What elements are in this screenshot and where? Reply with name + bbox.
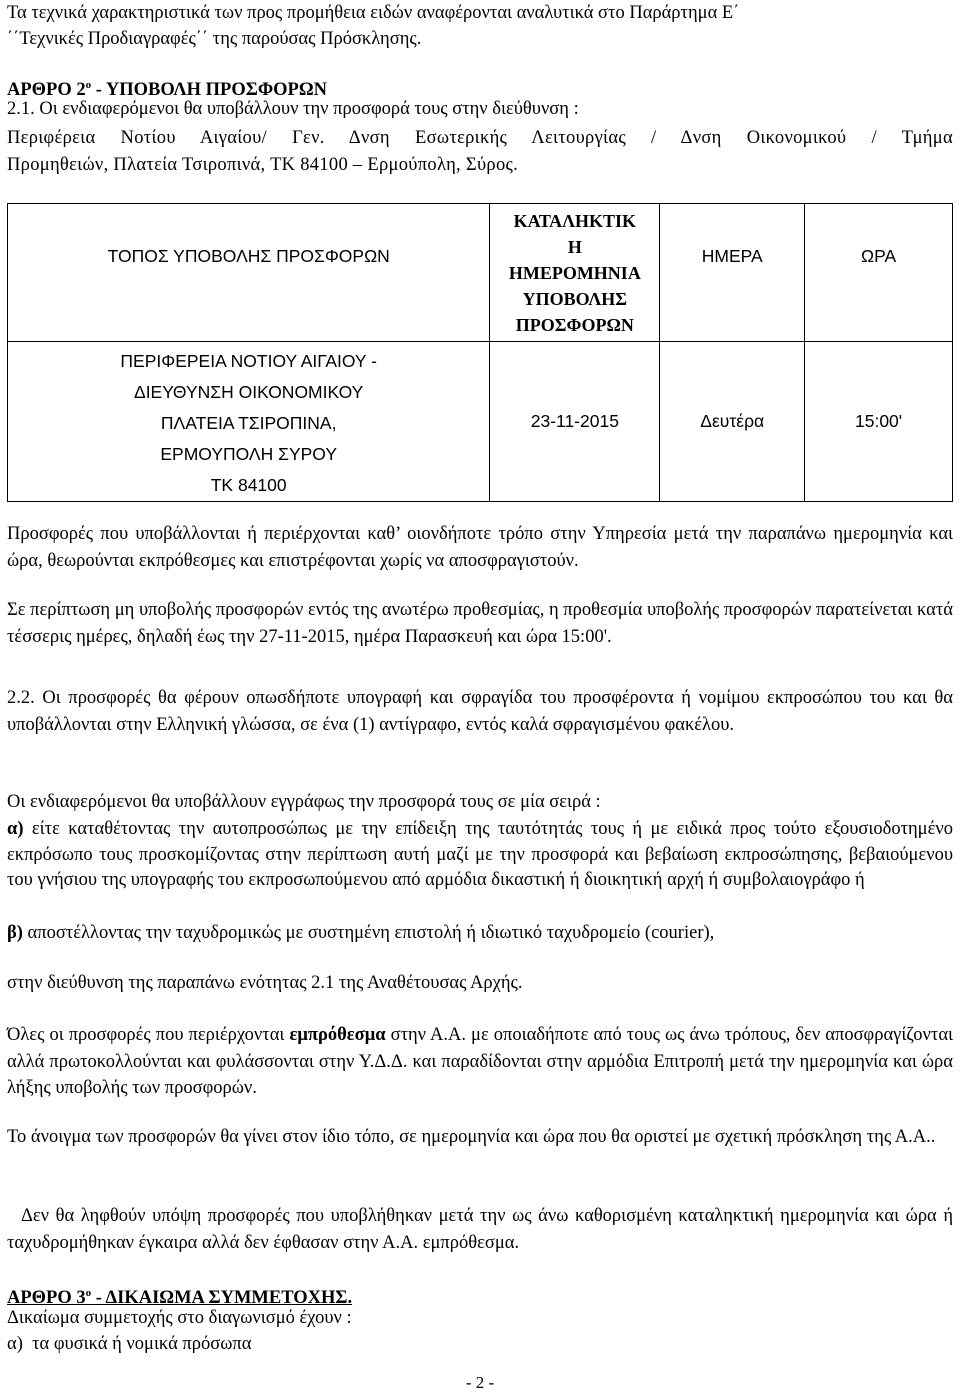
option-b-text: αποστέλλοντας την ταχυδρομικώς με συστημένη επιστολή ή ιδιωτικό ταχυδρομείο (courier), <box>22 923 715 943</box>
timely-text-post: στην Α.Α. με οποιαδήποτε από τους ως άνω τρόπους, δεν αποσφραγίζονται αλλά πρωτοκολλούνται και φυλάσσονται στην Υ.Δ.Δ. και παραδίδονται στην αρμόδια Επιτροπή μετά την ημερομηνία και ώρα λήξης υποβολής των προσφορών. <box>7 1025 954 1098</box>
submission-table <box>7 203 953 502</box>
article-3-line-1: Δικαίωμα συμμετοχής στο διαγωνισμό έχουν : <box>7 1308 352 1328</box>
opening-paragraph: Το άνοιγμα των προσφορών θα γίνει στον ίδιο τόπο, σε ημερομηνία και ώρα που θα οριστεί με σχετική πρόσκληση της Α.Α.. <box>7 1127 936 1147</box>
header-deadline-line: ΥΠΟΒΟΛΗΣ <box>522 288 628 309</box>
header-deadline-line: ΚΑΤΑΛΗΚΤΙΚ <box>513 210 637 231</box>
timely-text-pre: Όλες οι προσφορές που περιέρχονται <box>7 1025 290 1045</box>
section-2-2-paragraph: 2.2. Οι προσφορές θα φέρουν οπωσδήποτε υπογραφή και σφραγίδα του προσφέροντα ή νομίμου εκπροσώπου του και θα υποβάλλονται στην Ελληνική γλώσσα, σε ένα (1) αντίγραφο, εντός καλά σφραγισμένου φακέλου. <box>7 688 953 735</box>
header-deadline-line: Η <box>567 236 582 257</box>
address-reference: στην διεύθυνση της παραπάνω ενότητας 2.1 της Αναθέτουσας Αρχής. <box>7 973 523 993</box>
article-2-heading-sup: ο <box>85 79 92 91</box>
timely-text-bold: εμπρόθεσμα <box>289 1025 386 1045</box>
not-considered-paragraph: Δεν θα ληφθούν υπόψη προσφορές που υποβλήθηκαν μετά την ως άνω καθορισμένη καταληκτική ημερομηνία και ώρα ή ταχυδρομήθηκαν έγκαιρα αλλά δεν έφθασαν στην Α.Α. εμπρόθεσμα. <box>7 1206 953 1253</box>
option-a-label: α) <box>7 819 24 839</box>
place-cell <box>8 342 490 502</box>
article-3-heading-pre: ΑΡΘΡΟ 3 <box>7 1288 86 1308</box>
option-b-label: β) <box>7 923 23 943</box>
deadline-date: 23-11-2015 <box>490 342 660 502</box>
section-2-1-line-1: 2.1. Οι ενδιαφερόμενοι θα υποβάλλουν την προσφορά τους στην διεύθυνση : <box>7 99 579 119</box>
intro-line-1: Τα τεχνικά χαρακτηριστικά των προς προμήθεια ειδών αναφέρονται αναλυτικά στο Παράρτημα Ε΄ <box>7 3 740 23</box>
timely-paragraph <box>7 1022 953 1102</box>
page-number: - 2 - <box>465 1373 495 1392</box>
deadline-day: Δευτέρα <box>660 342 805 502</box>
option-b-paragraph <box>7 920 714 947</box>
place-line: ΔΙΕΥΘΥΝΣΗ ΟΙΚΟΝΟΜΙΚΟΥ <box>134 382 364 402</box>
section-2-1-line-3: Προμηθειών, Πλατεία Τσιροπινά, ΤΚ 84100 – Ερμούπολη, Σύρος. <box>7 155 519 175</box>
header-time: ΩΡΑ <box>805 204 953 342</box>
intro-line-2: ΄΄Τεχνικές Προδιαγραφές΄΄ της παρούσας Πρόσκλησης. <box>7 29 422 49</box>
header-deadline-line: ΠΡΟΣΦΟΡΩΝ <box>515 314 634 335</box>
place-line: ΠΕΡΙΦΕΡΕΙΑ ΝΟΤΙΟΥ ΑΙΓΑΙΟΥ - <box>120 351 377 371</box>
place-line: ΠΛΑΤΕΙΑ ΤΣΙΡΟΠΙΝΑ, <box>160 413 337 433</box>
option-a-paragraph <box>7 817 953 894</box>
article-3-line-2: α) τα φυσικά ή νομικά πρόσωπα <box>7 1334 252 1354</box>
place-line: ΤΚ 84100 <box>210 475 287 495</box>
extension-paragraph: Σε περίπτωση μη υποβολής προσφορών εντός της ανωτέρω προθεσμίας, η προθεσμία υποβολής προσφορών παρατείνεται κατά τέσσερις ημέρες, δηλαδή έως την 27-11-2015, ημέρα Παρασκευή και ώρα 15:00'. <box>7 600 953 647</box>
header-day: ΗΜΕΡΑ <box>660 204 805 342</box>
header-deadline <box>490 204 660 342</box>
article-2-heading-pre: ΑΡΘΡΟ 2 <box>7 80 86 100</box>
article-3-heading-sup: ο <box>85 1287 92 1299</box>
header-deadline-line: ΗΜΕΡΟΜΗΝΙΑ <box>508 262 641 283</box>
deadline-time: 15:00' <box>805 342 953 502</box>
header-place: ΤΟΠΟΣ ΥΠΟΒΟΛΗΣ ΠΡΟΣΦΟΡΩΝ <box>8 204 490 342</box>
place-line: ΕΡΜΟΥΠΟΛΗ ΣΥΡΟΥ <box>160 444 338 464</box>
late-offers-paragraph: Προσφορές που υποβάλλονται ή περιέρχονται καθ’ οιονδήποτε τρόπο στην Υπηρεσία μετά την παραπάνω ημερομηνία και ώρα, θεωρούνται εκπρόθεσμες και επιστρέφονται χωρίς να αποσφραγιστούν. <box>7 524 953 571</box>
submit-intro: Οι ενδιαφερόμενοι θα υποβάλλουν εγγράφως την προσφορά τους σε μία σειρά : <box>7 792 601 812</box>
article-2-heading-post: - ΥΠΟΒΟΛΗ ΠΡΟΣΦΟΡΩΝ <box>91 80 328 100</box>
section-2-1-line-2: Περιφέρεια Νοτίου Αιγαίου/ Γεν. Δνση Εσωτερικής Λειτουργίας / Δνση Οικονομικού / Τμήμα <box>7 128 953 148</box>
option-a-text: είτε καταθέτοντας την αυτοπροσώπως με την επίδειξη της ταυτότητάς τους ή με ειδικά προς τούτο εξουσιοδοτημένο εκπρόσωπο τους προσκομίζοντας στην περίπτωση αυτή μαζί με την προσφορά και βεβαίωση εκπροσώπησης, βεβαιούμενου του γνήσιου της υπογραφής του εκπροσωπούμενου από αρμόδια δικαστική ή διοικητική αρχή ή συμβολαιογράφο ή <box>7 819 953 890</box>
article-3-heading-post: - ΔΙΚΑΙΩΜΑ ΣΥΜΜΕΤΟΧΗΣ. <box>91 1288 353 1308</box>
